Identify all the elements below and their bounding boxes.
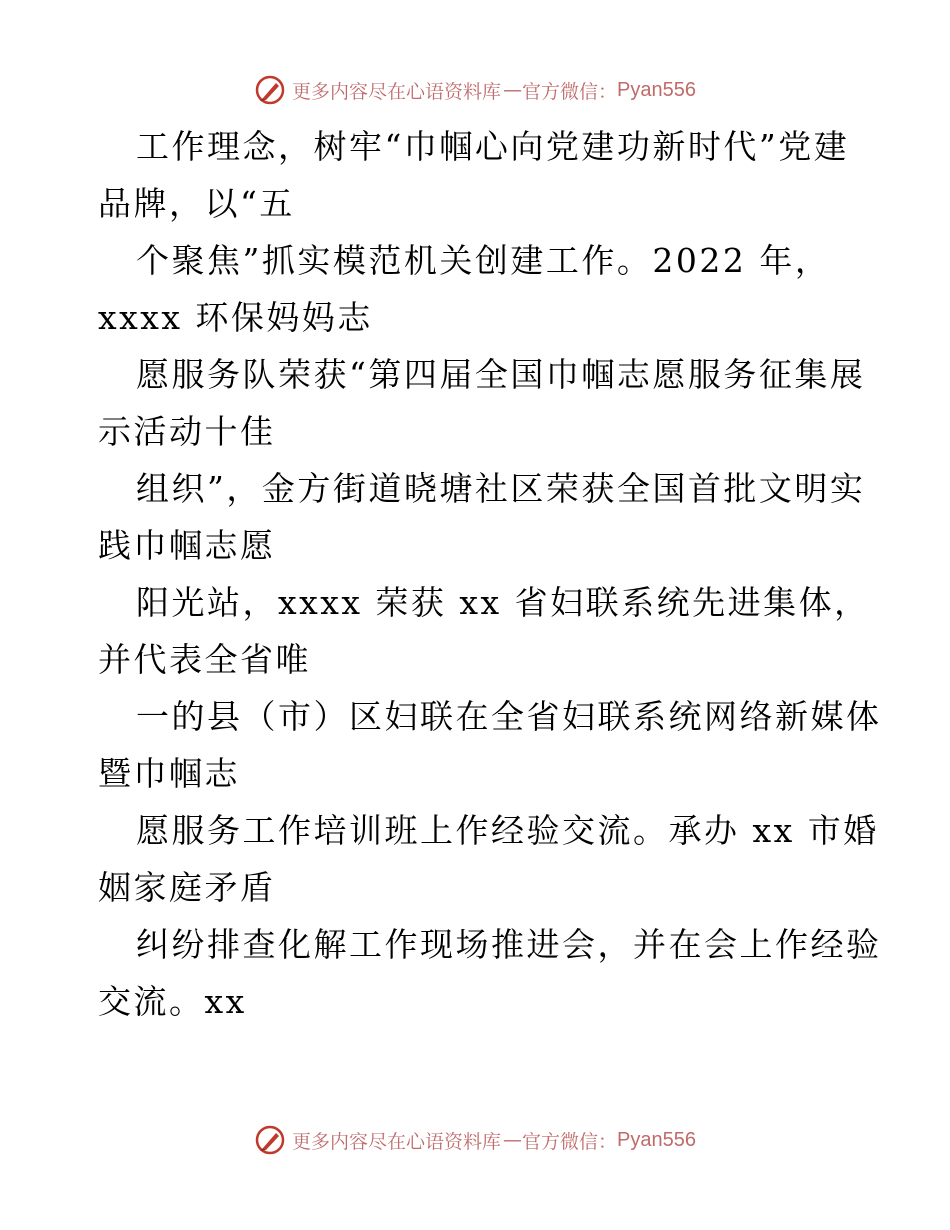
watermark-wechat-id: Pyan556 xyxy=(617,78,696,101)
pen-logo-icon xyxy=(254,1124,286,1156)
watermark-wechat-id: Pyan556 xyxy=(617,1128,696,1151)
text-line: 纠纷排查化解工作现场推进会，并在会上作经验 xyxy=(136,925,882,964)
text-line: 践巾帼志愿 xyxy=(98,526,276,565)
watermark-dash: — xyxy=(503,1129,521,1151)
text-line: 愿服务工作培训班上作经验交流。承办 xx 市婚 xyxy=(136,811,879,850)
text-line: 交流。xx xyxy=(98,982,247,1021)
text-line: 个聚焦”抓实模范机关创建工作。2022 年， xyxy=(136,241,831,280)
text-line: xxxx 环保妈妈志 xyxy=(98,298,373,337)
text-line: 工作理念，树牢“巾帼心向党建功新时代”党建 xyxy=(136,127,850,166)
text-line: 并代表全省唯 xyxy=(98,640,311,679)
text-line: 组织”，金方街道晓塘社区荣获全国首批文明实 xyxy=(136,469,866,508)
watermark-sub-text: 官方微信： xyxy=(522,80,618,103)
text-line: 一的县（市）区妇联在全省妇联系统网络新媒体 xyxy=(136,697,882,736)
document-body xyxy=(98,118,882,1030)
watermark-sub-text: 官方微信： xyxy=(522,1130,618,1153)
text-line: 阳光站，xxxx 荣获 xx 省妇联系统先进集体， xyxy=(136,583,870,622)
watermark-dash: — xyxy=(503,79,521,101)
text-line: 品牌，以“五 xyxy=(98,184,295,223)
text-line: 愿服务队荣获“第四届全国巾帼志愿服务征集展 xyxy=(136,355,866,394)
text-line: 示活动十佳 xyxy=(98,412,276,451)
pen-logo-icon xyxy=(254,74,286,106)
header-watermark xyxy=(0,72,950,108)
watermark-main-text: 更多内容尽在心语资料库 xyxy=(292,80,502,103)
watermark-main-text: 更多内容尽在心语资料库 xyxy=(292,1130,502,1153)
text-line: 暨巾帼志 xyxy=(98,754,240,793)
footer-watermark xyxy=(0,1122,950,1158)
text-line: 姻家庭矛盾 xyxy=(98,868,276,907)
